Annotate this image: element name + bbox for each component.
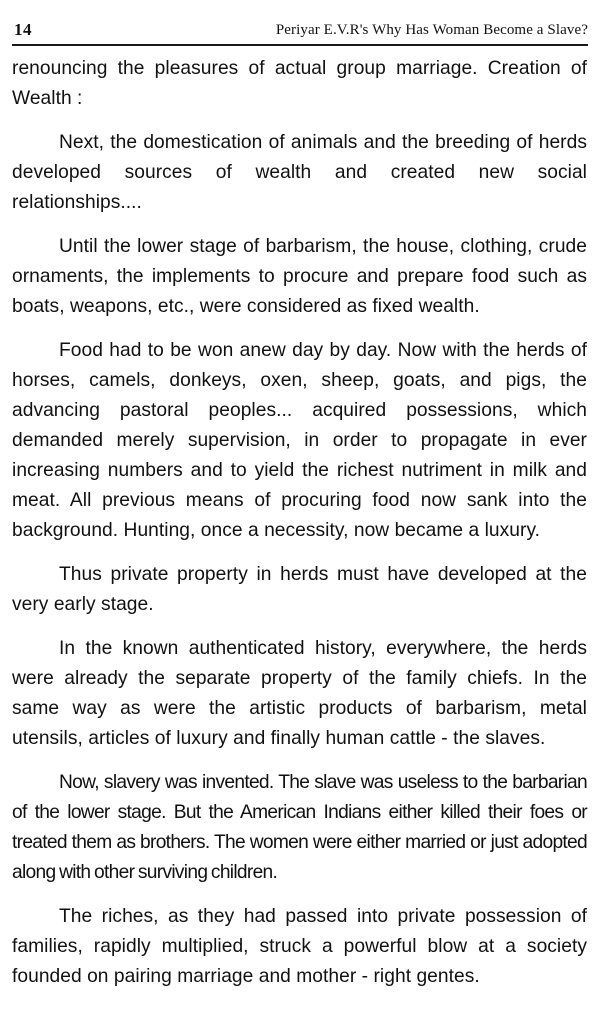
paragraph: Now, slavery was invented. The slave was useless to the barbarian of the lower stage. But the American Indians either killed their foes or treated them as brothers. The women were either married or just adopted along with other surviving children. (12, 772, 587, 883)
paragraph: Thus private property in herds must have developed at the very early stage. (12, 564, 587, 615)
header-rule (12, 44, 588, 46)
paragraph: In the known authenticated history, everywhere, the herds were already the separate property of the family chiefs. In the same way as were the artistic products of barbarism, metal utensils, articles of luxury and finally human cattle - the slaves. (12, 638, 587, 749)
paragraph: renouncing the pleasures of actual group marriage. Creation of Wealth : (12, 58, 587, 109)
running-title: Periyar E.V.R's Why Has Woman Become a Slave? (275, 22, 588, 38)
body-text (12, 54, 587, 1006)
page-header (12, 20, 588, 44)
paragraph: Until the lower stage of barbarism, the house, clothing, crude ornaments, the implements to procure and prepare food such as boats, weapons, etc., were considered as fixed wealth. (12, 236, 587, 317)
paragraph: Food had to be won anew day by day. Now with the herds of horses, camels, donkeys, oxen, sheep, goats, and pigs, the advancing pastoral peoples... acquired possessions, which demanded merely supervision, in order to propagate in ever increasing numbers and to yield the richest nutriment in milk and meat. All previous means of procuring food now sank into the background. Hunting, once a necessity, now became a luxury. (12, 340, 587, 541)
page-number: 14 (14, 20, 32, 39)
paragraph: The riches, as they had passed into private possession of families, rapidly multiplied, struck a powerful blow at a society founded on pairing marriage and mother - right gentes. (12, 906, 587, 987)
paragraph: Next, the domestication of animals and the breeding of herds developed sources of wealth and created new social relationships.... (12, 132, 587, 213)
